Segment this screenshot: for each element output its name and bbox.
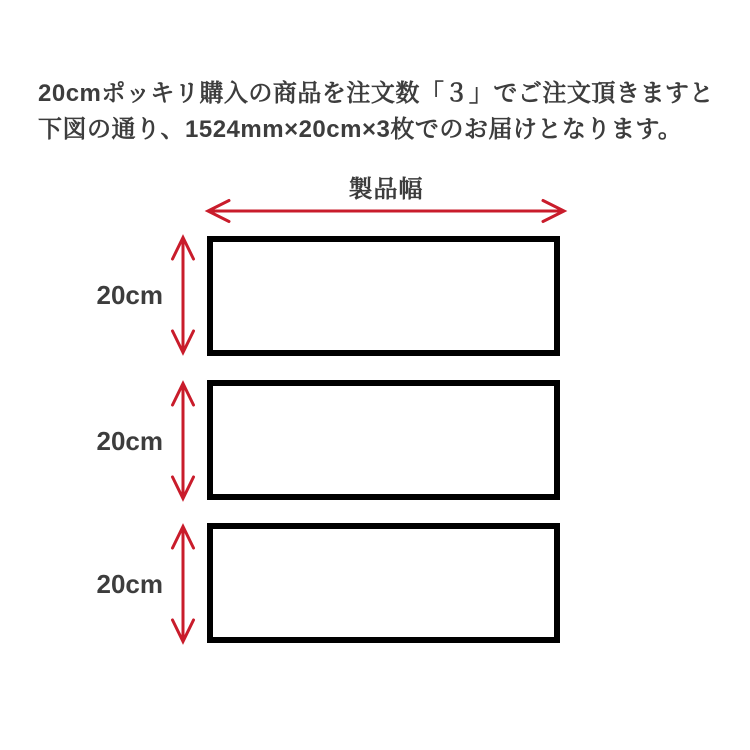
sheet-height-label: 20cm: [96, 569, 163, 599]
product-width-label: 製品幅: [348, 176, 424, 203]
sheet-height-label: 20cm: [96, 426, 163, 456]
height-double-arrow-icon: [169, 522, 197, 646]
sheet-height-label: 20cm: [96, 280, 163, 310]
intro-line-1: 20cmポッキリ購入の商品を注文数「３」でご注文頂きますと: [38, 80, 714, 107]
intro-line-2: 下図の通り、1524mm×20cm×3枚でのお届けとなります。: [38, 116, 683, 143]
width-double-arrow-icon: [203, 197, 569, 225]
sheet-rect: [207, 236, 560, 356]
sheet-rect: [207, 380, 560, 500]
sheet-rect: [207, 523, 560, 643]
height-double-arrow-icon: [169, 379, 197, 503]
height-double-arrow-icon: [169, 233, 197, 357]
